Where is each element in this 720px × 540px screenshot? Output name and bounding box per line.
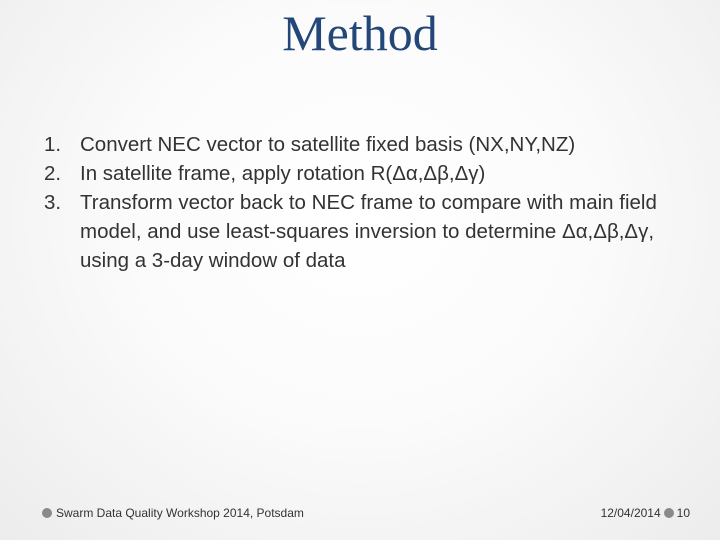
step-text: Convert NEC vector to satellite fixed basis (NX,NY,NZ): [80, 133, 576, 156]
step-number: 2.: [44, 162, 62, 185]
list-item: [44, 130, 684, 159]
step-number: 1.: [44, 133, 62, 156]
method-steps-list: [44, 130, 684, 275]
footer-event: [42, 506, 304, 520]
page-number: 10: [676, 506, 690, 520]
footer-date: 12/04/2014: [600, 506, 661, 520]
list-item: [44, 159, 684, 188]
footer-event-text: Swarm Data Quality Workshop 2014, Potsdam: [56, 506, 304, 520]
step-text: In satellite frame, apply rotation R(Δα,Δβ,Δγ): [80, 162, 486, 185]
step-number: 3.: [44, 191, 62, 214]
slide-title: Method: [282, 5, 438, 61]
bullet-dot-icon: [664, 508, 674, 518]
step-text: Transform vector back to NEC frame to compare with main field model, and use least-squares inversion to determine Δα,Δβ,Δγ, using a 3-day window of data: [80, 191, 657, 272]
list-item: [44, 188, 684, 275]
bullet-dot-icon: [42, 508, 52, 518]
footer-date-page: [601, 506, 690, 520]
